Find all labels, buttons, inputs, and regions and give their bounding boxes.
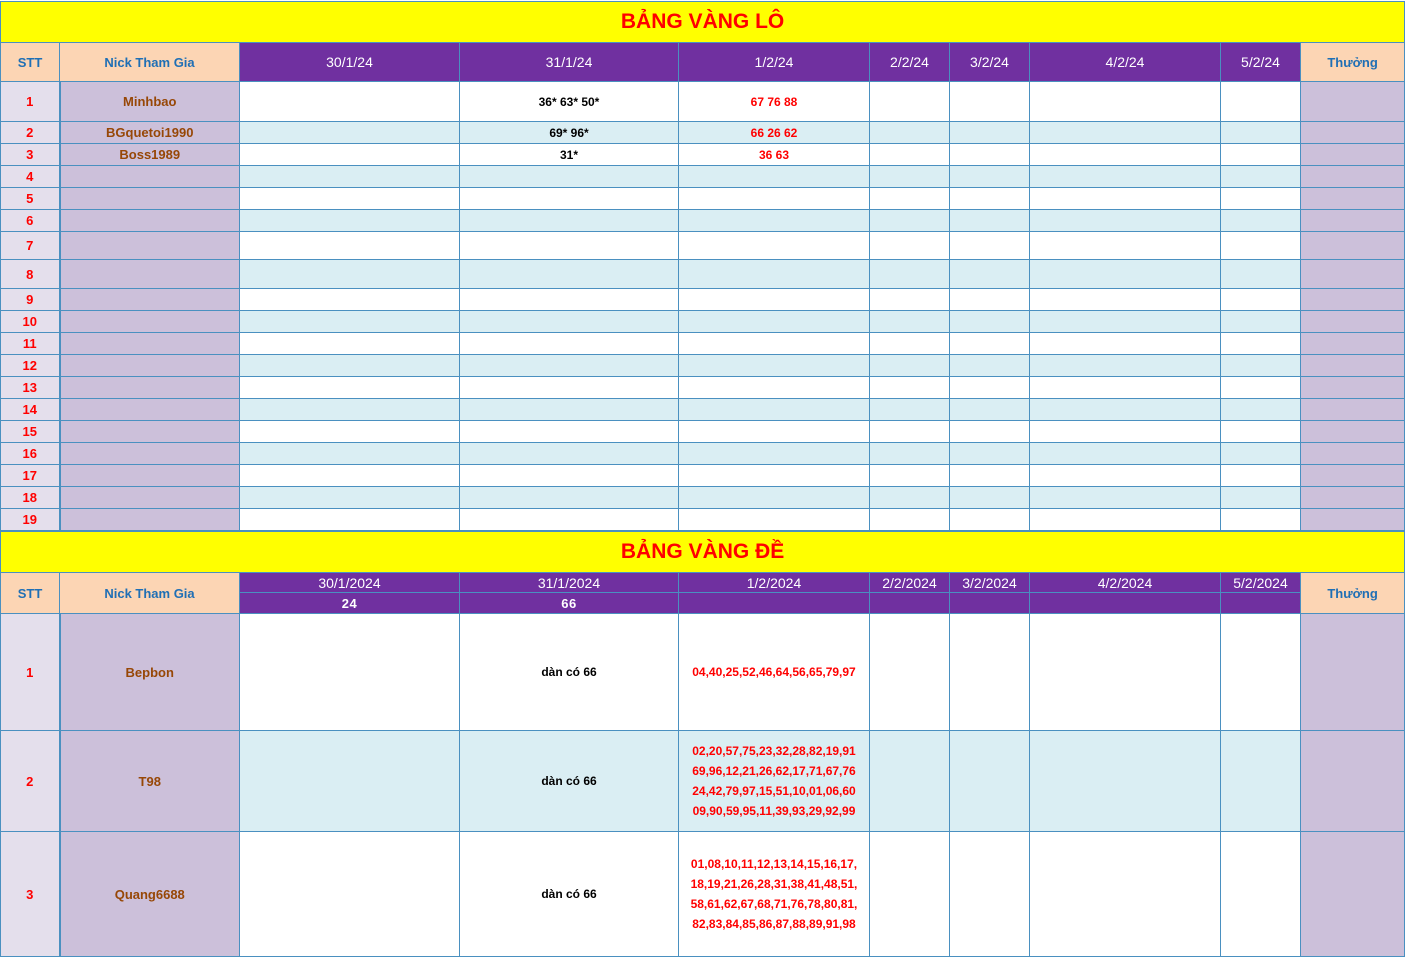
de-header-stt: STT: [1, 573, 60, 614]
lo-date-cell: [460, 421, 679, 443]
lo-thuong-cell: [1301, 443, 1405, 465]
lo-nick-cell: Boss1989: [60, 144, 240, 166]
lo-date-cell: [870, 122, 950, 144]
lo-date-cell: [950, 377, 1030, 399]
lo-date-cell: [240, 355, 460, 377]
lo-date-cell: [1221, 333, 1301, 355]
de-date-cell: [240, 731, 460, 832]
lo-date-cell: [460, 311, 679, 333]
de-numbers-cell: [679, 832, 870, 957]
de-date-cell: [1221, 614, 1301, 731]
lo-date-cell: [240, 122, 460, 144]
de-number-line: 04,40,25,52,46,64,56,65,79,97: [692, 665, 856, 679]
lo-date-cell: [870, 82, 950, 122]
lo-row: [1, 289, 1405, 311]
lo-stt-cell: 17: [1, 465, 60, 487]
de-row: [1, 832, 1405, 957]
lo-date-cell: [950, 188, 1030, 210]
lo-date-cell: [240, 144, 460, 166]
lo-date-cell: [950, 399, 1030, 421]
de-date-cell: [240, 832, 460, 957]
lo-date-cell: [950, 355, 1030, 377]
lo-thuong-cell: [1301, 232, 1405, 260]
lo-date-cell: [950, 421, 1030, 443]
lo-date-cell: [240, 421, 460, 443]
lo-thuong-cell: [1301, 487, 1405, 509]
lo-header-date: 5/2/24: [1221, 43, 1301, 82]
lo-row: [1, 311, 1405, 333]
lo-header-nick: Nick Tham Gia: [60, 43, 240, 82]
lo-date-cell: [679, 311, 870, 333]
de-result: [1030, 593, 1221, 614]
de-date-cell: [870, 614, 950, 731]
lo-date-cell: [950, 487, 1030, 509]
de-date-cell: [1221, 731, 1301, 832]
de-header-date: 2/2/2024: [870, 573, 950, 593]
lo-date-cell: [870, 311, 950, 333]
de-numbers-cell: [679, 731, 870, 832]
lo-stt-cell: 14: [1, 399, 60, 421]
lo-date-cell: [460, 355, 679, 377]
lo-date-cell: [1030, 82, 1221, 122]
lo-date-cell: [240, 311, 460, 333]
de-nick-cell: Quang6688: [60, 832, 240, 957]
lo-date-cell: [460, 260, 679, 289]
de-header-thuong: Thưởng: [1301, 573, 1405, 614]
lo-stt-cell: 8: [1, 260, 60, 289]
lo-date-cell: [240, 289, 460, 311]
de-header-date: 30/1/2024: [240, 573, 460, 593]
lo-thuong-cell: [1301, 289, 1405, 311]
de-result: [679, 593, 870, 614]
lo-date-cell: [1030, 122, 1221, 144]
lo-date-cell: [950, 311, 1030, 333]
de-numbers-cell: [679, 614, 870, 731]
de-number-line: 24,42,79,97,15,51,10,01,06,60: [692, 784, 856, 798]
lo-date-cell: [1030, 465, 1221, 487]
lo-nick-cell: [60, 377, 240, 399]
lo-date-cell: [950, 333, 1030, 355]
lo-stt-cell: 4: [1, 166, 60, 188]
lo-date-cell: [950, 232, 1030, 260]
lo-row: [1, 377, 1405, 399]
lo-row: [1, 355, 1405, 377]
lo-date-cell: [950, 82, 1030, 122]
lo-date-cell: [240, 333, 460, 355]
lo-date-cell: [1221, 377, 1301, 399]
lo-thuong-cell: [1301, 355, 1405, 377]
lo-date-cell: [1221, 421, 1301, 443]
lo-thuong-cell: [1301, 188, 1405, 210]
lo-date-cell: [870, 289, 950, 311]
lo-nick-cell: [60, 289, 240, 311]
de-header-nick: Nick Tham Gia: [60, 573, 240, 614]
lo-row: [1, 421, 1405, 443]
de-stt-cell: 1: [1, 614, 60, 731]
lo-thuong-cell: [1301, 144, 1405, 166]
lo-date-cell: [870, 465, 950, 487]
lo-date-cell: [870, 166, 950, 188]
lo-row: [1, 166, 1405, 188]
lo-nick-cell: [60, 465, 240, 487]
de-nick-cell: Bepbon: [60, 614, 240, 731]
lo-header-date: 31/1/24: [460, 43, 679, 82]
lo-table: [0, 1, 1405, 531]
lo-thuong-cell: [1301, 377, 1405, 399]
lo-date-cell: [870, 210, 950, 232]
lo-row: [1, 122, 1405, 144]
lo-row: [1, 210, 1405, 232]
lo-stt-cell: 10: [1, 311, 60, 333]
de-date-cell: [1221, 832, 1301, 957]
lo-stt-cell: 2: [1, 122, 60, 144]
lo-date-cell: [1221, 355, 1301, 377]
lo-date-cell: [240, 509, 460, 531]
lo-date-cell: [950, 144, 1030, 166]
lo-thuong-cell: [1301, 311, 1405, 333]
lo-date-cell: [870, 333, 950, 355]
lo-thuong-cell: [1301, 421, 1405, 443]
lo-nick-cell: [60, 166, 240, 188]
lo-stt-cell: 18: [1, 487, 60, 509]
lo-date-cell: [1221, 232, 1301, 260]
lo-date-cell: [679, 377, 870, 399]
lo-date-cell: [679, 355, 870, 377]
de-date-cell: [870, 731, 950, 832]
lo-date-cell: [950, 509, 1030, 531]
de-date-cell: [950, 731, 1030, 832]
lo-row: [1, 333, 1405, 355]
lo-date-cell: [240, 377, 460, 399]
lo-stt-cell: 11: [1, 333, 60, 355]
lo-date-cell: [950, 289, 1030, 311]
lo-stt-cell: 9: [1, 289, 60, 311]
de-number-line: 02,20,57,75,23,32,28,82,19,91: [692, 744, 856, 758]
lo-row: [1, 144, 1405, 166]
lo-date-cell: [460, 465, 679, 487]
lo-date-cell: [460, 289, 679, 311]
lo-nick-cell: [60, 210, 240, 232]
lo-date-cell: [1221, 487, 1301, 509]
lo-date-cell: [1030, 509, 1221, 531]
de-header-date: 4/2/2024: [1030, 573, 1221, 593]
lo-date-cell: [1221, 210, 1301, 232]
lo-date-cell: [1221, 122, 1301, 144]
lo-stt-cell: 1: [1, 82, 60, 122]
de-row: [1, 614, 1405, 731]
lo-date-cell: [870, 144, 950, 166]
lo-date-cell: [1221, 311, 1301, 333]
de-nick-cell: T98: [60, 731, 240, 832]
lo-date-cell: [460, 166, 679, 188]
de-date-cell: dàn có 66: [460, 731, 679, 832]
lo-thuong-cell: [1301, 333, 1405, 355]
lo-date-cell: [679, 443, 870, 465]
lo-date-cell: [1221, 509, 1301, 531]
lo-date-cell: [240, 487, 460, 509]
lo-date-cell: [1030, 232, 1221, 260]
lo-row: [1, 82, 1405, 122]
lo-date-cell: [679, 289, 870, 311]
lo-date-cell: [950, 443, 1030, 465]
de-date-cell: [950, 614, 1030, 731]
de-date-cell: [1030, 832, 1221, 957]
lo-date-cell: 67 76 88: [679, 82, 870, 122]
de-thuong-cell: [1301, 731, 1405, 832]
lo-stt-cell: 19: [1, 509, 60, 531]
lo-date-cell: [460, 399, 679, 421]
lo-date-cell: [460, 210, 679, 232]
lo-date-cell: [679, 232, 870, 260]
lo-header-date: 4/2/24: [1030, 43, 1221, 82]
de-stt-cell: 3: [1, 832, 60, 957]
lo-date-cell: [679, 399, 870, 421]
de-date-cell: dàn có 66: [460, 614, 679, 731]
lo-date-cell: [1221, 443, 1301, 465]
lo-date-cell: [679, 487, 870, 509]
lo-date-cell: [1221, 188, 1301, 210]
lo-date-cell: 31*: [460, 144, 679, 166]
lo-date-cell: [870, 399, 950, 421]
lo-date-cell: [1030, 487, 1221, 509]
lo-nick-cell: [60, 399, 240, 421]
lo-date-cell: [240, 465, 460, 487]
de-number-line: 01,08,10,11,12,13,14,15,16,17,: [690, 857, 858, 871]
lo-date-cell: [679, 421, 870, 443]
de-number-line: 18,19,21,26,28,31,38,41,48,51,: [690, 877, 858, 891]
lo-thuong-cell: [1301, 210, 1405, 232]
lo-date-cell: [1221, 166, 1301, 188]
lo-date-cell: [240, 260, 460, 289]
lo-date-cell: [950, 210, 1030, 232]
de-header-date: 1/2/2024: [679, 573, 870, 593]
lo-date-cell: [679, 210, 870, 232]
de-date-cell: [240, 614, 460, 731]
lo-date-cell: [950, 260, 1030, 289]
lo-thuong-cell: [1301, 166, 1405, 188]
lo-nick-cell: [60, 421, 240, 443]
de-header-date: 5/2/2024: [1221, 573, 1301, 593]
lo-stt-cell: 6: [1, 210, 60, 232]
lo-stt-cell: 5: [1, 188, 60, 210]
lo-date-cell: [1030, 260, 1221, 289]
lo-date-cell: 69* 96*: [460, 122, 679, 144]
lo-date-cell: [679, 260, 870, 289]
de-date-cell: [1030, 614, 1221, 731]
de-result: [870, 593, 950, 614]
lo-thuong-cell: [1301, 260, 1405, 289]
lo-thuong-cell: [1301, 509, 1405, 531]
lo-date-cell: [950, 166, 1030, 188]
de-number-line: 69,96,12,21,26,62,17,71,67,76: [692, 764, 856, 778]
lo-date-cell: [1030, 311, 1221, 333]
lo-nick-cell: [60, 443, 240, 465]
de-header-date: 31/1/2024: [460, 573, 679, 593]
lo-date-cell: [240, 188, 460, 210]
de-date-cell: [1030, 731, 1221, 832]
de-row: [1, 731, 1405, 832]
de-number-line: 82,83,84,85,86,87,88,89,91,98: [692, 917, 856, 931]
lo-date-cell: [1221, 144, 1301, 166]
lo-date-cell: [1030, 166, 1221, 188]
lo-date-cell: [1221, 465, 1301, 487]
lo-date-cell: [870, 377, 950, 399]
de-date-cell: [870, 832, 950, 957]
lo-header-date: 2/2/24: [870, 43, 950, 82]
lo-date-cell: [870, 421, 950, 443]
lo-nick-cell: [60, 260, 240, 289]
de-thuong-cell: [1301, 614, 1405, 731]
lo-nick-cell: Minhbao: [60, 82, 240, 122]
lo-date-cell: [240, 82, 460, 122]
lo-nick-cell: [60, 487, 240, 509]
lo-stt-cell: 13: [1, 377, 60, 399]
lo-row: [1, 509, 1405, 531]
de-number-line: 09,90,59,95,11,39,93,29,92,99: [692, 804, 856, 818]
lo-nick-cell: [60, 232, 240, 260]
lo-date-cell: [460, 232, 679, 260]
lo-thuong-cell: [1301, 82, 1405, 122]
lo-date-cell: [679, 333, 870, 355]
lo-date-cell: [460, 333, 679, 355]
lo-date-cell: [870, 487, 950, 509]
lo-date-cell: [1030, 188, 1221, 210]
lo-header-date: 3/2/24: [950, 43, 1030, 82]
lo-stt-cell: 16: [1, 443, 60, 465]
de-result: [950, 593, 1030, 614]
lo-date-cell: [240, 399, 460, 421]
lo-date-cell: [1030, 289, 1221, 311]
lo-nick-cell: [60, 509, 240, 531]
lo-date-cell: [950, 465, 1030, 487]
lo-thuong-cell: [1301, 122, 1405, 144]
lo-nick-cell: [60, 311, 240, 333]
lo-nick-cell: [60, 188, 240, 210]
de-date-cell: dàn có 66: [460, 832, 679, 957]
lo-row: [1, 232, 1405, 260]
lo-row: [1, 260, 1405, 289]
de-number-line: 58,61,62,67,68,71,76,78,80,81,: [690, 897, 858, 911]
de-stt-cell: 2: [1, 731, 60, 832]
de-thuong-cell: [1301, 832, 1405, 957]
lo-date-cell: [240, 210, 460, 232]
lo-row: [1, 188, 1405, 210]
lo-date-cell: [679, 509, 870, 531]
lo-stt-cell: 12: [1, 355, 60, 377]
lo-date-cell: [870, 232, 950, 260]
lo-date-cell: [870, 260, 950, 289]
lo-header-date: 30/1/24: [240, 43, 460, 82]
lo-date-cell: 66 26 62: [679, 122, 870, 144]
lo-date-cell: [240, 232, 460, 260]
lo-date-cell: [460, 188, 679, 210]
lo-row: [1, 399, 1405, 421]
lo-date-cell: [240, 166, 460, 188]
lo-date-cell: [870, 443, 950, 465]
lo-date-cell: [870, 509, 950, 531]
lo-date-cell: [950, 122, 1030, 144]
lo-date-cell: [1221, 289, 1301, 311]
lo-header-stt: STT: [1, 43, 60, 82]
lo-date-cell: [460, 443, 679, 465]
lo-date-cell: 36* 63* 50*: [460, 82, 679, 122]
lo-row: [1, 487, 1405, 509]
lo-row: [1, 443, 1405, 465]
lo-date-cell: [870, 355, 950, 377]
lo-stt-cell: 15: [1, 421, 60, 443]
lo-header-thuong: Thưởng: [1301, 43, 1405, 82]
lo-date-cell: [1030, 355, 1221, 377]
lo-nick-cell: BGquetoi1990: [60, 122, 240, 144]
lo-thuong-cell: [1301, 465, 1405, 487]
de-table: [0, 531, 1405, 957]
lo-date-cell: [1030, 377, 1221, 399]
lo-date-cell: [460, 509, 679, 531]
lo-date-cell: [679, 465, 870, 487]
lo-stt-cell: 7: [1, 232, 60, 260]
lo-date-cell: [1221, 399, 1301, 421]
lo-title: BẢNG VÀNG LÔ: [1, 2, 1405, 43]
lo-stt-cell: 3: [1, 144, 60, 166]
lo-header-date: 1/2/24: [679, 43, 870, 82]
lo-date-cell: [460, 377, 679, 399]
de-result: 66: [460, 593, 679, 614]
lo-date-cell: [1030, 421, 1221, 443]
lo-date-cell: [1030, 333, 1221, 355]
de-result: 24: [240, 593, 460, 614]
lo-date-cell: [679, 166, 870, 188]
de-date-cell: [950, 832, 1030, 957]
lo-nick-cell: [60, 333, 240, 355]
lo-thuong-cell: [1301, 399, 1405, 421]
lo-date-cell: [460, 487, 679, 509]
lo-date-cell: [1221, 260, 1301, 289]
lo-date-cell: [1030, 144, 1221, 166]
lo-date-cell: [1030, 399, 1221, 421]
lo-nick-cell: [60, 355, 240, 377]
de-title: BẢNG VÀNG ĐỀ: [1, 532, 1405, 573]
de-result: [1221, 593, 1301, 614]
lo-date-cell: [1030, 210, 1221, 232]
lo-date-cell: [870, 188, 950, 210]
lo-date-cell: 36 63: [679, 144, 870, 166]
lo-row: [1, 465, 1405, 487]
lo-date-cell: [1221, 82, 1301, 122]
lo-date-cell: [240, 443, 460, 465]
lo-date-cell: [1030, 443, 1221, 465]
de-header-date: 3/2/2024: [950, 573, 1030, 593]
lo-date-cell: [679, 188, 870, 210]
